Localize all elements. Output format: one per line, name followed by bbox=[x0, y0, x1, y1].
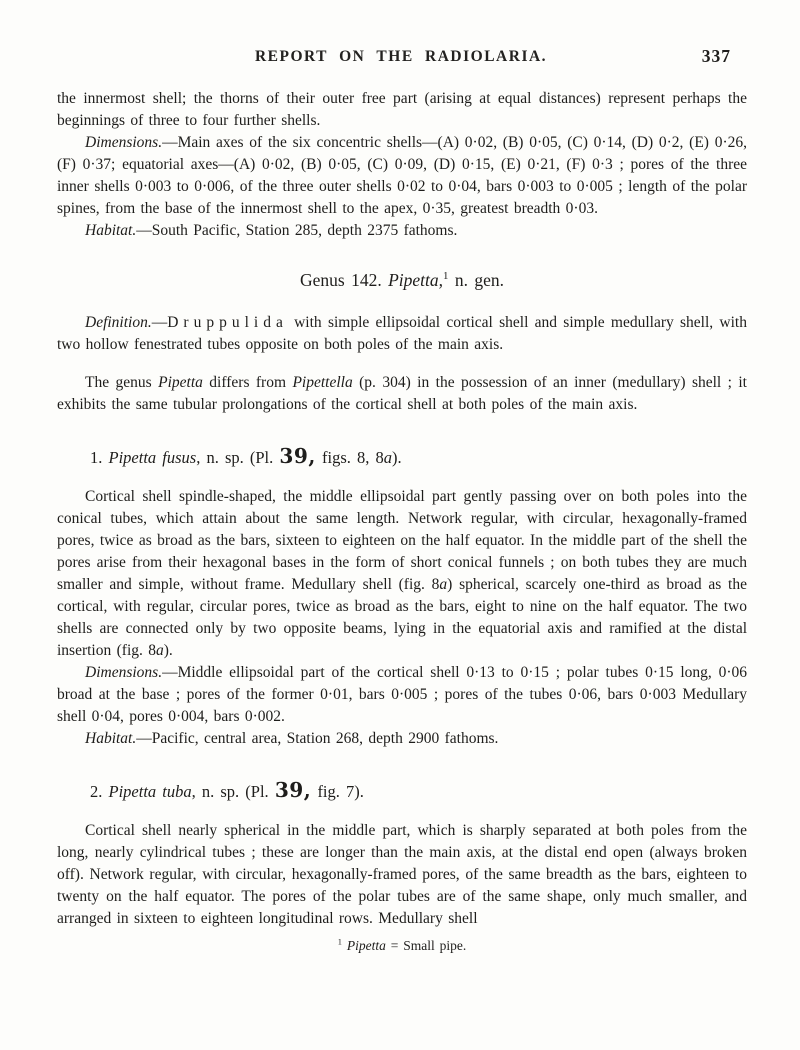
text-segment-italic: Pipetta bbox=[158, 374, 203, 391]
text-segment-plain: , n. sp. (Pl. bbox=[196, 448, 280, 467]
text-segment-sup: 1 bbox=[337, 937, 342, 947]
text-segment-italic: Habitat. bbox=[85, 730, 137, 747]
page-number: 337 bbox=[701, 46, 731, 66]
text-segment-plain: Cortical shell spindle-shaped, the middle ellipsoidal part gently passing over on both poles into the conical tubes, which attain about the same length. Network regular, with circular, hexagonally-framed pores, twice as broad as the bars, sixteen to eighteen on the half equator. In the middle part of the shell the pores arise from their hexagonal bases in the form of short conical funnels ; on both tubes they are much smaller and simple, without frame. Medullary shell (fig. 8 bbox=[57, 488, 747, 593]
text-segment-plain: —Main axes of the six concentric shells—(A) 0·02, (B) 0·05, (C) 0·14, (D) 0·2, (E) 0·26, (F) 0·37; equatorial axes—(A) 0·02, (B) 0·05, (C) 0·09, (D) 0·15, (E) 0·21, (F) 0·3 ; pores of the three inner shells 0·003 to 0·006, of the three outer shells 0·02 to 0·04, bars 0·003 to 0·005 ; length of the polar spines, from the base of the innermost shell to the apex, 0·35, greatest breadth 0·03. bbox=[57, 134, 747, 217]
page-title: REPORT ON THE RADIOLARIA. bbox=[254, 48, 548, 65]
text-segment-italic: Definition. bbox=[85, 314, 152, 331]
text-segment-plain: 1. bbox=[90, 448, 109, 467]
text-segment-italic: Dimensions. bbox=[85, 664, 163, 681]
text-segment-plain: 2. bbox=[90, 782, 109, 801]
text-segment-sup: 1 bbox=[443, 270, 449, 283]
para-innermost-shell-continuation bbox=[57, 88, 747, 132]
para-species-2-description bbox=[57, 820, 747, 930]
text-segment-spaced: Druppulida bbox=[167, 314, 288, 331]
text-segment-plain: differs from bbox=[202, 374, 293, 391]
heading-genus-142 bbox=[57, 268, 747, 292]
text-segment-italic: Pipetta bbox=[341, 938, 386, 953]
text-segment-plain: = Small pipe. bbox=[385, 938, 467, 953]
para-species-1-description bbox=[57, 486, 747, 662]
heading-species-2-pipetta-tuba bbox=[90, 778, 747, 804]
text-segment-italic: a bbox=[439, 576, 448, 593]
text-segment-plain: (p. 304) in the possession of an inner (medullary) shell ; it exhibits the same tubular prolongations of the cortical shell at both poles of the main axis. bbox=[57, 374, 747, 413]
text-segment-plain: —Pacific, central area, Station 268, depth 2900 fathoms. bbox=[136, 730, 499, 747]
text-segment-italic: Pipettella bbox=[292, 374, 353, 391]
text-segment-plain: The genus bbox=[85, 374, 159, 391]
para-habitat-south-pacific bbox=[57, 220, 747, 242]
text-segment-plate: 39, bbox=[274, 778, 312, 802]
para-species-1-dimensions bbox=[57, 662, 747, 728]
heading-species-1-pipetta-fusus bbox=[90, 444, 747, 470]
text-segment-plain: fig. 7). bbox=[311, 782, 364, 801]
text-segment-italic: Pipetta tuba bbox=[108, 782, 192, 801]
text-segment-italic: Habitat. bbox=[85, 222, 137, 239]
text-segment-plain: Genus 142. bbox=[300, 270, 389, 290]
running-header bbox=[57, 48, 745, 72]
text-segment-italic: a bbox=[383, 448, 393, 467]
text-segment-plain: —Middle ellipsoidal part of the cortical shell 0·13 to 0·15 ; polar tubes 0·15 long, 0·06 broad at the base ; pores of the former 0·01, bars 0·005 ; pores of the tubes 0·06, bars 0·003 Medullary shell 0·04, pores 0·004, bars 0·002. bbox=[57, 664, 747, 725]
page-content bbox=[57, 88, 747, 956]
text-segment-italic: a bbox=[156, 642, 164, 659]
text-segment-plain: — bbox=[151, 314, 168, 331]
text-segment-plain: ). bbox=[163, 642, 173, 659]
para-definition-druppulida bbox=[57, 312, 747, 356]
para-species-1-habitat bbox=[57, 728, 747, 750]
para-genus-comparison bbox=[57, 372, 747, 416]
footnote-pipetta bbox=[57, 936, 747, 956]
text-segment-plate: 39, bbox=[279, 444, 316, 468]
text-segment-plain: the innermost shell; the thorns of their outer free part (arising at equal distances) represent perhaps the beginnings of three to four further shells. bbox=[57, 90, 747, 129]
text-segment-plain: figs. 8, 8 bbox=[315, 448, 384, 467]
text-segment-plain: with simple ellipsoidal cortical shell and simple medullary shell, with two hollow fenestrated tubes opposite on both poles of the main axis. bbox=[57, 314, 747, 353]
para-dimensions-six-shells bbox=[57, 132, 747, 220]
text-segment-plain: ). bbox=[392, 448, 402, 467]
text-segment-plain: ) spherical, scarcely one-third as broad as the cortical, with regular, circular pores, twice as broad as the bars, eight to nine on the half equator. The two shells are connected only by two opposite beams, lying in the equatorial axis and ramified at the distal insertion (fig. 8 bbox=[57, 576, 747, 659]
text-segment-italic: Pipetta fusus bbox=[108, 448, 197, 467]
text-segment-plain: , n. sp. (Pl. bbox=[191, 782, 275, 801]
text-segment-plain: —South Pacific, Station 285, depth 2375 fathoms. bbox=[136, 222, 458, 239]
text-segment-italic: Dimensions. bbox=[85, 134, 163, 151]
text-segment-plain: n. gen. bbox=[448, 270, 504, 290]
text-segment-plain: Cortical shell nearly spherical in the middle part, which is sharply separated at both poles from the long, nearly cylindrical tubes ; these are longer than the main axis, at the distal end open (always broken off). Network regular, with circular, hexagonally-framed pores, of the same breadth as the bars, eighteen to twenty on the half equator. The pores of the polar tubes are of the same shape, only much smaller, and arranged in sixteen to eighteen longitudinal rows. Medullary shell bbox=[57, 822, 747, 927]
text-segment-italic: Pipetta, bbox=[388, 270, 444, 290]
